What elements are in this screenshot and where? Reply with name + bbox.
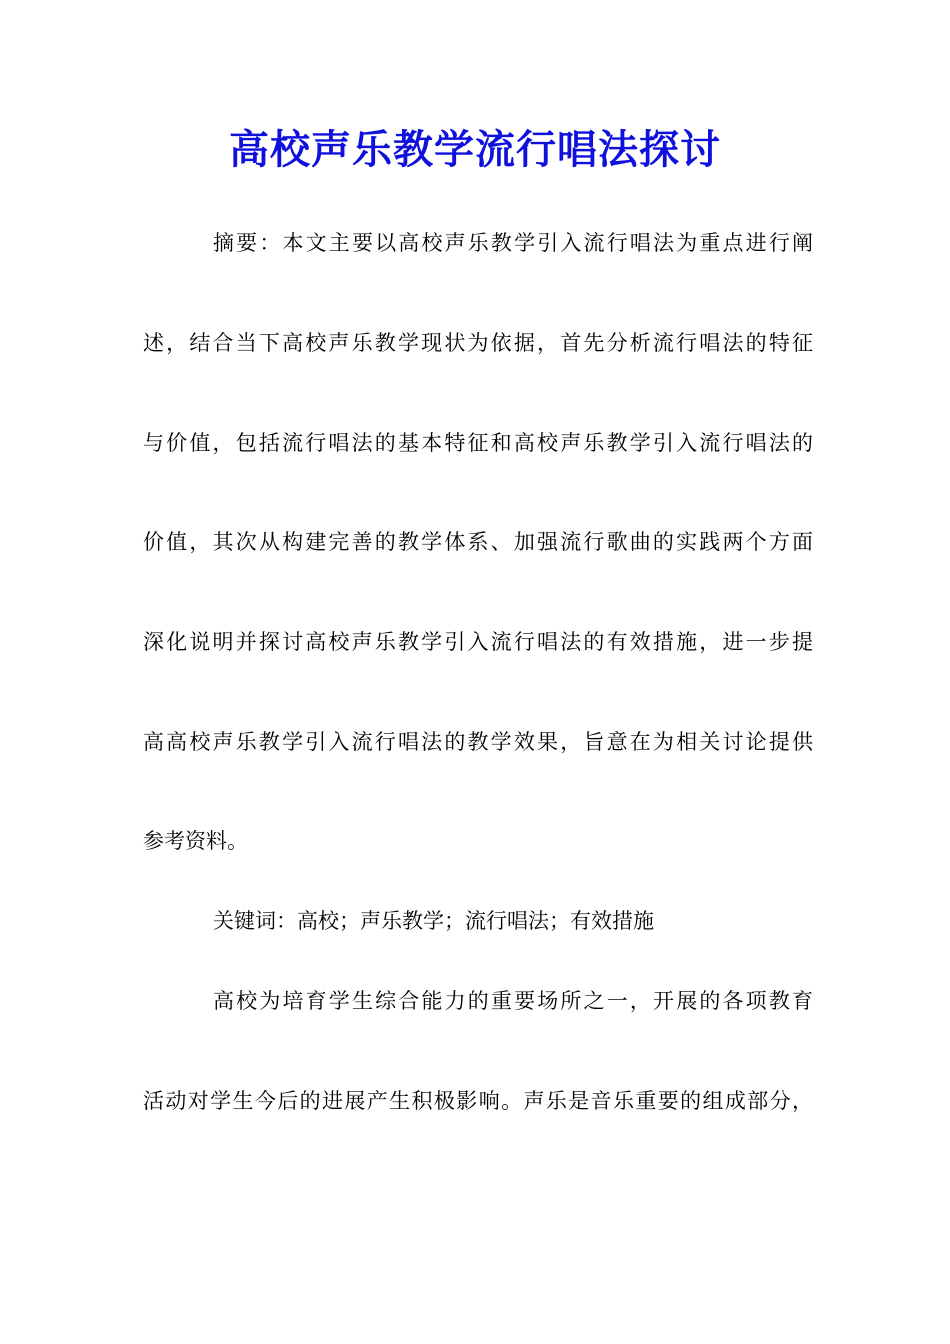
body-line: 活动对学生今后的进展产生积极影响。声乐是音乐重要的组成部分， <box>143 1089 813 1113</box>
abstract-line: 价值，其次从构建完善的教学体系、加强流行歌曲的实践两个方面 <box>143 530 813 554</box>
abstract-line: 深化说明并探讨高校声乐教学引入流行唱法的有效措施，进一步提 <box>143 630 813 654</box>
keywords-line: 关键词：高校；声乐教学；流行唱法；有效措施 <box>213 909 654 933</box>
document-title: 高校声乐教学流行唱法探讨 <box>229 126 721 173</box>
abstract-line: 与价值，包括流行唱法的基本特征和高校声乐教学引入流行唱法的 <box>143 431 813 455</box>
abstract-line: 参考资料。 <box>143 829 248 853</box>
abstract-line: 述，结合当下高校声乐教学现状为依据，首先分析流行唱法的特征 <box>143 331 813 355</box>
abstract-line: 高高校声乐教学引入流行唱法的教学效果，旨意在为相关讨论提供 <box>143 730 813 754</box>
body-line: 高校为培育学生综合能力的重要场所之一，开展的各项教育 <box>213 989 813 1013</box>
abstract-line: 摘要：本文主要以高校声乐教学引入流行唱法为重点进行阐 <box>213 231 813 255</box>
